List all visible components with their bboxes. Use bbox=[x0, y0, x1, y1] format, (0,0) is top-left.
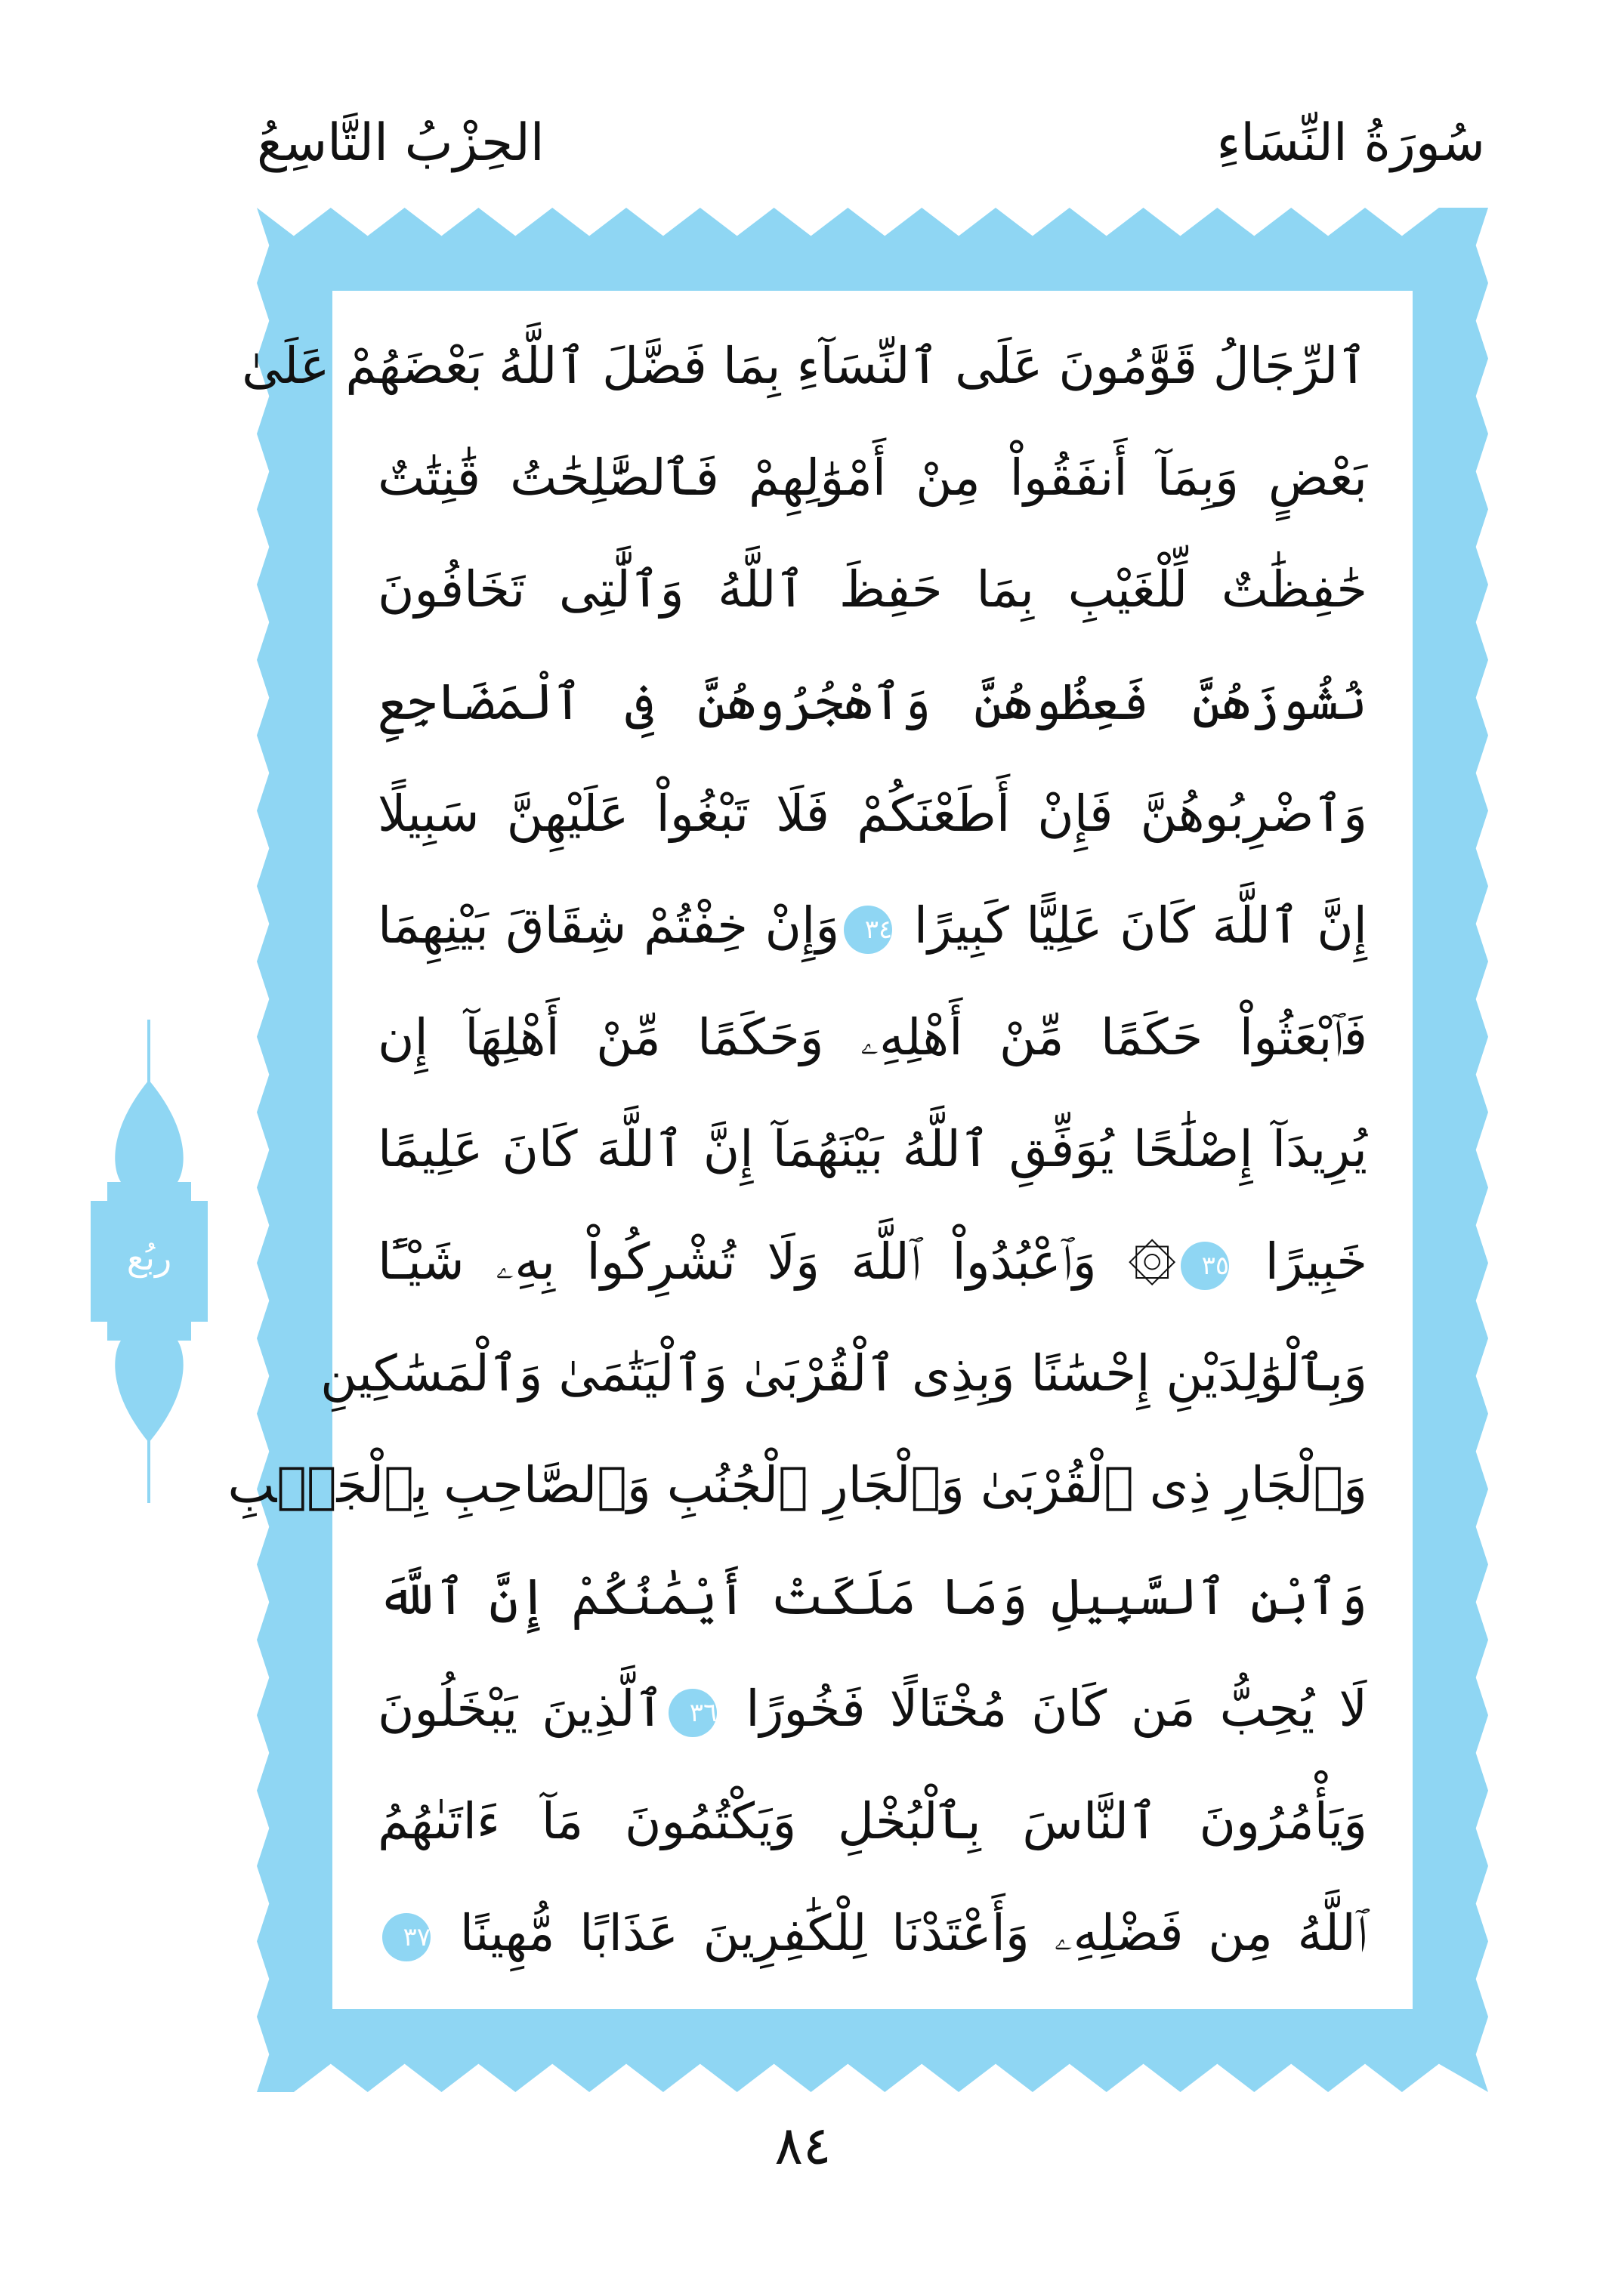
verse-line bbox=[242, 321, 1367, 419]
verse-text: يُرِيدَآ إِصْلَٰحًا يُوَفِّقِ ٱللَّهُ بَيْنَهُمَآ إِنَّ ٱللَّهَ كَانَ عَلِيمًا bbox=[378, 1120, 1367, 1179]
verse-text: وَإِنْ خِفْتُمْ شِقَاقَ بَيْنِهِمَا bbox=[378, 896, 840, 955]
verse-text: خَبِيرًا bbox=[1265, 1232, 1367, 1291]
verse-text: إِنَّ ٱللَّهَ كَانَ عَلِيًّا كَبِيرًا bbox=[913, 896, 1367, 955]
verse-text: ٱلَّذِينَ يَبْخَلُونَ bbox=[378, 1680, 665, 1739]
quran-text-panel bbox=[227, 291, 1413, 2009]
verse-line bbox=[378, 1104, 1367, 1202]
verse-text: ٱلرِّجَالُ قَوَّٰمُونَ عَلَى ٱلنِّسَآءِ بِمَا فَضَّلَ ٱللَّهُ بَعْضَهُمْ عَلَىٰ bbox=[242, 337, 1367, 395]
verse-text: ٱللَّهُ مِن فَضْلِهِۦ وَأَعْتَدْنَا لِلْكَٰفِرِينَ عَذَابًا مُّهِينًا bbox=[459, 1903, 1368, 1962]
verse-line bbox=[378, 657, 1367, 755]
verse-text: حَٰفِظَٰتٌ لِّلْغَيْبِ بِمَا حَفِظَ ٱللَّهُ وَٱلَّٰتِى تَخَافُونَ bbox=[378, 560, 1367, 619]
verse-text: نُشُوزَهُنَّ فَعِظُوهُنَّ وَٱهْجُرُوهُنَّ فِى ٱلْمَضَاجِعِ bbox=[378, 672, 1367, 731]
verse-line bbox=[378, 881, 1367, 979]
page-number: ٨٤ bbox=[774, 2115, 832, 2177]
verse-line bbox=[378, 1552, 1367, 1650]
ayah-number-marker: ٣٥ bbox=[1181, 1242, 1229, 1290]
verse-text: لَا يُحِبُّ مَن كَانَ مُخْتَالًا فَخُورًا bbox=[746, 1680, 1367, 1739]
verse-line bbox=[378, 1888, 1367, 1986]
verse-text: وَبِٱلْوَٰلِدَيْنِ إِحْسَٰنًا وَبِذِى ٱلْقُرْبَىٰ وَٱلْيَتَٰمَىٰ وَٱلْمَسَٰكِينِ bbox=[320, 1344, 1367, 1403]
rub-label: ربُع bbox=[126, 1237, 172, 1278]
verse-line bbox=[378, 433, 1367, 531]
ayah-number-marker: ٣٦ bbox=[669, 1689, 717, 1737]
verse-line bbox=[378, 1776, 1367, 1875]
ayah-number-marker: ٣٤ bbox=[844, 906, 892, 954]
verse-line bbox=[378, 1664, 1367, 1762]
verse-text: وَٱضْرِبُوهُنَّ فَإِنْ أَطَعْنَكُمْ فَلَا تَبْغُواْ عَلَيْهِنَّ سَبِيلًا bbox=[378, 784, 1367, 843]
ayah-number-marker: ٣٧ bbox=[382, 1913, 431, 1961]
verse-text: وَيَأْمُرُونَ ٱلنَّاسَ بِٱلْبُخْلِ وَيَكْتُمُونَ مَآ ءَاتَىٰهُمُ bbox=[378, 1791, 1367, 1850]
verse-text: وَٱبْنِ ٱلسَّبِيلِ وَمَا مَلَكَتْ أَيْمَٰنُكُمْ إِنَّ ٱللَّهَ bbox=[378, 1568, 1367, 1627]
verse-text: ۞ وَٱعْبُدُواْ ٱللَّهَ وَلَا تُشْرِكُواْ بِهِۦ شَيْـًٔا bbox=[378, 1232, 1177, 1291]
verse-text: وَٱلْجَارِ ذِى ٱلْقُرْبَىٰ وَٱلْجَارِ ٱلْجُنُبِ وَٱلصَّاحِبِ بِٱلْجَنۢبِ bbox=[227, 1456, 1367, 1515]
verse-line bbox=[378, 769, 1367, 867]
verse-line bbox=[378, 1217, 1367, 1315]
verse-line bbox=[378, 545, 1367, 643]
verse-line bbox=[378, 992, 1367, 1091]
surah-name-header: سُورَةُ النِّسَاءِ bbox=[1216, 113, 1485, 173]
verse-line bbox=[320, 1329, 1367, 1427]
verse-text: بَعْضٍ وَبِمَآ أَنفَقُواْ مِنْ أَمْوَٰلِهِمْ فَٱلصَّٰلِحَٰتُ قَٰنِتَٰتٌ bbox=[378, 449, 1367, 508]
rub-marker-ornament bbox=[91, 1020, 208, 1503]
verse-text: فَٱبْعَثُواْ حَكَمًا مِّنْ أَهْلِهِۦ وَحَكَمًا مِّنْ أَهْلِهَآ إِن bbox=[378, 1008, 1367, 1067]
hizb-name-header: الحِزْبُ التَّاسِعُ bbox=[257, 113, 545, 173]
verse-line bbox=[227, 1440, 1367, 1538]
